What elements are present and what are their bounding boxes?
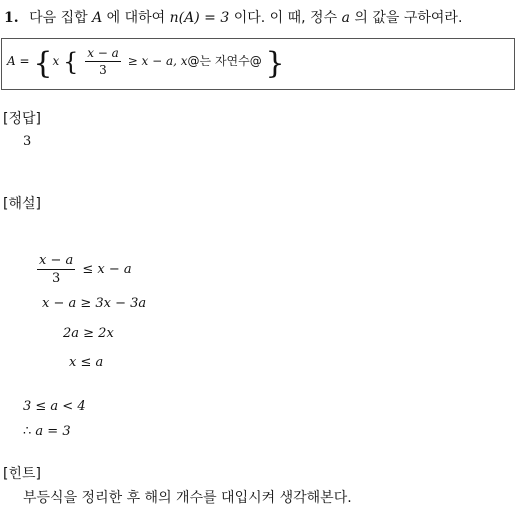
explanation-step-4: x ≤ a (69, 355, 104, 370)
problem-statement (4, 7, 462, 27)
problem-number: 1. (4, 10, 19, 26)
problem-var-A: A (92, 10, 103, 26)
set-inequality: ≥ x − a, (127, 54, 177, 68)
explanation-step-3: 2a ≥ 2x (63, 326, 114, 341)
explanation-step-2: x − a ≥ 3x − 3a (42, 296, 147, 311)
explanation-conclusion (23, 424, 71, 439)
set-definition (7, 46, 285, 79)
set-fraction (85, 46, 121, 77)
conclusion-equation: a = 3 (35, 424, 71, 439)
problem-text-1: 다음 집합 (29, 10, 93, 26)
set-fraction-numerator: x − a (87, 46, 119, 60)
explanation-range: 3 ≤ a < 4 (23, 399, 86, 414)
step1-rhs: ≤ x − a (82, 262, 132, 277)
right-brace-outer: } (265, 46, 285, 81)
problem-text-2: 에 대하여 (106, 10, 170, 26)
step1-fraction (37, 253, 75, 286)
left-brace-inner: { (63, 48, 79, 76)
problem-text-4: 의 값을 구하여라. (354, 10, 463, 26)
step1-fraction-numerator: x − a (39, 253, 74, 268)
explanation-heading: [해설] (3, 196, 41, 212)
left-brace-outer: { (33, 46, 53, 81)
explanation-step-1 (37, 253, 132, 286)
step1-fraction-denominator: 3 (37, 269, 75, 286)
problem-text-3: 이다. 이 때, 정수 (233, 10, 342, 26)
problem-var-a: a (341, 10, 350, 26)
set-var-x: x (52, 54, 60, 68)
hint-heading: [힌트] (3, 466, 41, 482)
set-var-x2: x (180, 54, 188, 68)
answer-value: 3 (23, 134, 32, 149)
hint-text: 부등식을 정리한 후 해의 개수를 대입시켜 생각해본다. (23, 490, 352, 506)
problem-condition: n(A) = 3 (169, 10, 230, 26)
answer-heading: [정답] (3, 111, 41, 127)
set-condition-tail: @는 자연수@ (187, 54, 262, 68)
set-fraction-denominator: 3 (85, 61, 121, 77)
therefore-symbol: ∴ (23, 424, 32, 439)
set-lhs: A = (7, 54, 30, 68)
